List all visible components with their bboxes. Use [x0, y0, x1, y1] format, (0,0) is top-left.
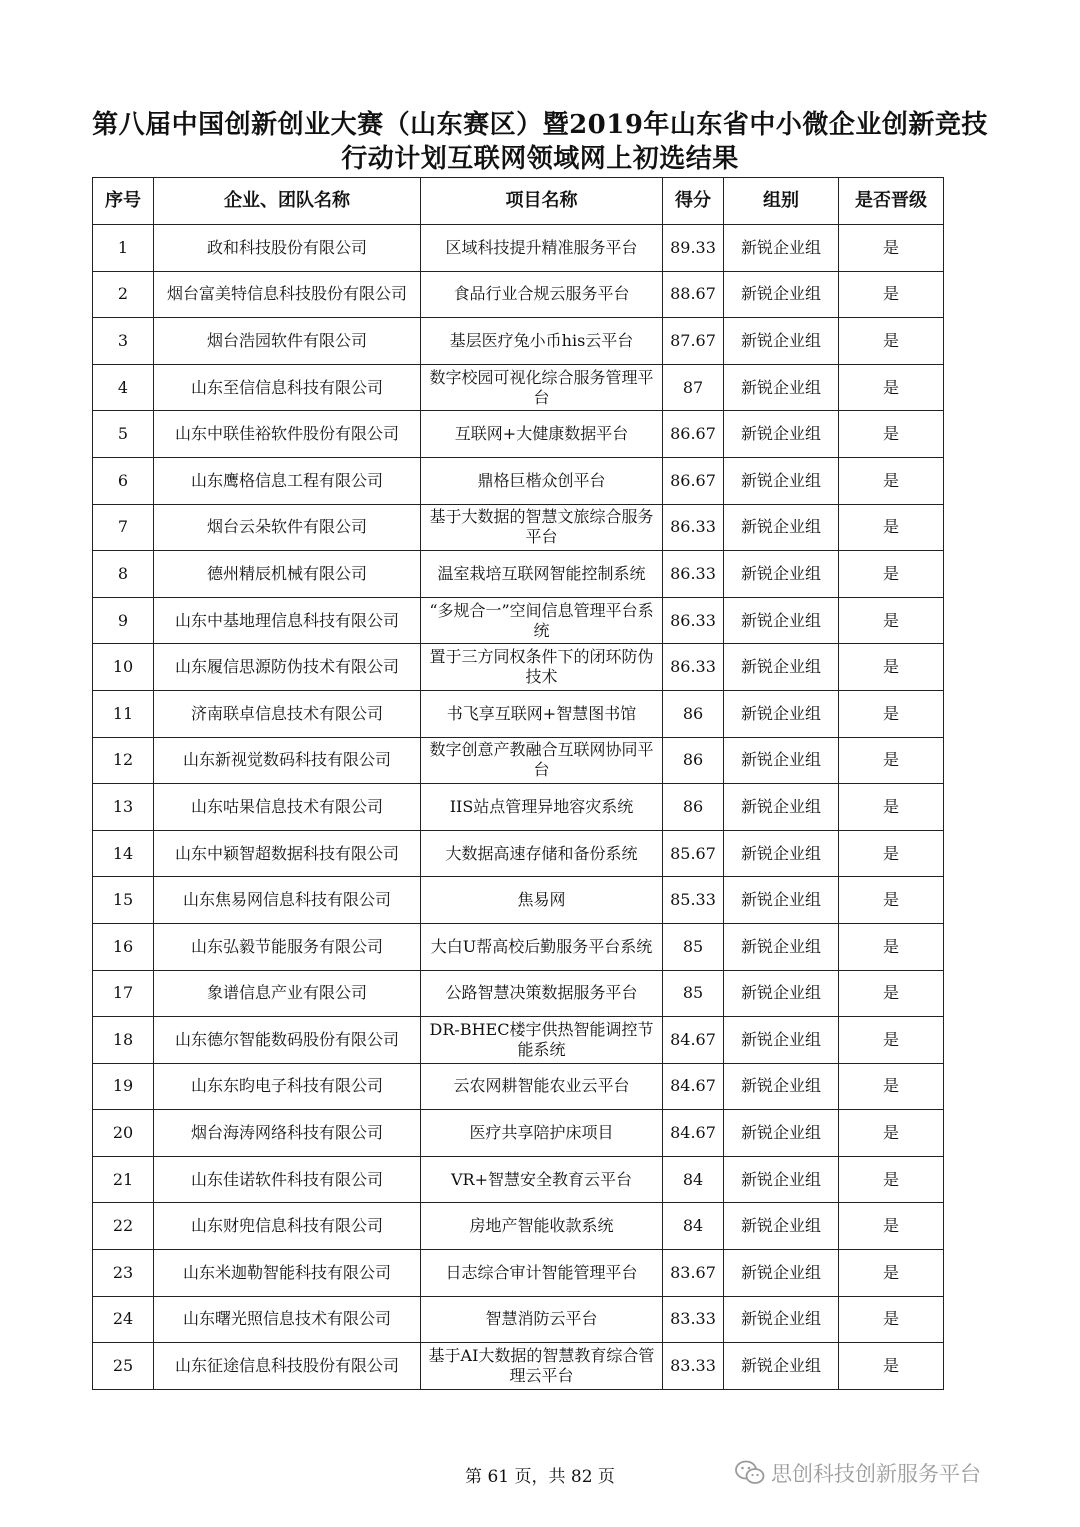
cell-index: 20: [93, 1110, 154, 1157]
cell-score: 86: [663, 690, 724, 737]
cell-project: 温室栽培互联网智能控制系统: [421, 551, 663, 598]
cell-score: 83.67: [663, 1250, 724, 1297]
cell-project: 大数据高速存储和备份系统: [421, 830, 663, 877]
cell-group: 新锐企业组: [724, 1250, 839, 1297]
cell-score: 86.33: [663, 504, 724, 551]
cell-company: 山东新视觉数码科技有限公司: [154, 737, 421, 784]
cell-company: 政和科技股份有限公司: [154, 225, 421, 272]
cell-project: 基于AI大数据的智慧教育综合管理云平台: [421, 1343, 663, 1390]
table-row: [93, 923, 944, 970]
table-row: [93, 737, 944, 784]
cell-company: 山东德尔智能数码股份有限公司: [154, 1017, 421, 1064]
cell-project: 鼎格巨楷众创平台: [421, 457, 663, 504]
cell-project: 公路智慧决策数据服务平台: [421, 970, 663, 1017]
cell-index: 11: [93, 690, 154, 737]
table-row: [93, 1017, 944, 1064]
cell-advance: 是: [839, 1063, 944, 1110]
cell-advance: 是: [839, 1343, 944, 1390]
cell-score: 87: [663, 364, 724, 411]
cell-advance: 是: [839, 1250, 944, 1297]
cell-index: 18: [93, 1017, 154, 1064]
cell-group: 新锐企业组: [724, 597, 839, 644]
cell-index: 22: [93, 1203, 154, 1250]
cell-group: 新锐企业组: [724, 318, 839, 365]
cell-company: 山东履信思源防伪技术有限公司: [154, 644, 421, 691]
table-row: [93, 271, 944, 318]
table-row: [93, 1203, 944, 1250]
cell-project: “多规合一”空间信息管理平台系统: [421, 597, 663, 644]
table-row: [93, 457, 944, 504]
cell-project: 焦易网: [421, 877, 663, 924]
cell-advance: 是: [839, 644, 944, 691]
header-index: 序号: [93, 178, 154, 225]
cell-index: 9: [93, 597, 154, 644]
table-row: [93, 411, 944, 458]
cell-index: 1: [93, 225, 154, 272]
cell-group: 新锐企业组: [724, 364, 839, 411]
cell-score: 84.67: [663, 1110, 724, 1157]
header-score: 得分: [663, 178, 724, 225]
cell-company: 山东东昀电子科技有限公司: [154, 1063, 421, 1110]
cell-advance: 是: [839, 784, 944, 831]
cell-company: 山东征途信息科技股份有限公司: [154, 1343, 421, 1390]
table-row: [93, 830, 944, 877]
cell-index: 6: [93, 457, 154, 504]
cell-project: DR-BHEC楼宇供热智能调控节能系统: [421, 1017, 663, 1064]
cell-score: 86.67: [663, 457, 724, 504]
cell-score: 89.33: [663, 225, 724, 272]
cell-group: 新锐企业组: [724, 1296, 839, 1343]
cell-score: 85: [663, 923, 724, 970]
cell-advance: 是: [839, 364, 944, 411]
cell-index: 25: [93, 1343, 154, 1390]
cell-project: 医疗共享陪护床项目: [421, 1110, 663, 1157]
table-row: [93, 1250, 944, 1297]
cell-advance: 是: [839, 1203, 944, 1250]
cell-advance: 是: [839, 271, 944, 318]
cell-advance: 是: [839, 1110, 944, 1157]
cell-project: 日志综合审计智能管理平台: [421, 1250, 663, 1297]
header-project: 项目名称: [421, 178, 663, 225]
table-row: [93, 1343, 944, 1390]
cell-company: 山东中颖智超数据科技有限公司: [154, 830, 421, 877]
cell-project: 云农网耕智能农业云平台: [421, 1063, 663, 1110]
cell-score: 84.67: [663, 1063, 724, 1110]
cell-advance: 是: [839, 318, 944, 365]
table-row: [93, 1110, 944, 1157]
cell-project: 基于大数据的智慧文旅综合服务平台: [421, 504, 663, 551]
cell-company: 山东咕果信息技术有限公司: [154, 784, 421, 831]
cell-project: 房地产智能收款系统: [421, 1203, 663, 1250]
cell-company: 山东弘毅节能服务有限公司: [154, 923, 421, 970]
document-title: [0, 108, 1080, 176]
cell-index: 5: [93, 411, 154, 458]
table-body: [93, 225, 944, 1390]
cell-company: 山东中基地理信息科技有限公司: [154, 597, 421, 644]
cell-advance: 是: [839, 690, 944, 737]
cell-advance: 是: [839, 830, 944, 877]
cell-project: 书飞享互联网+智慧图书馆: [421, 690, 663, 737]
cell-index: 19: [93, 1063, 154, 1110]
cell-company: 烟台富美特信息科技股份有限公司: [154, 271, 421, 318]
cell-score: 86.67: [663, 411, 724, 458]
cell-score: 83.33: [663, 1296, 724, 1343]
cell-group: 新锐企业组: [724, 877, 839, 924]
cell-group: 新锐企业组: [724, 1017, 839, 1064]
title-line-2: 行动计划互联网领域网上初选结果: [341, 144, 739, 174]
cell-project: IIS站点管理异地容灾系统: [421, 784, 663, 831]
wechat-icon: [735, 1460, 765, 1486]
table-row: [93, 364, 944, 411]
cell-index: 23: [93, 1250, 154, 1297]
cell-company: 山东佳诺软件科技有限公司: [154, 1156, 421, 1203]
cell-index: 3: [93, 318, 154, 365]
cell-project: VR+智慧安全教育云平台: [421, 1156, 663, 1203]
cell-advance: 是: [839, 597, 944, 644]
table-row: [93, 877, 944, 924]
cell-advance: 是: [839, 1156, 944, 1203]
table-row: [93, 318, 944, 365]
cell-score: 86.33: [663, 551, 724, 598]
cell-group: 新锐企业组: [724, 1343, 839, 1390]
cell-group: 新锐企业组: [724, 690, 839, 737]
cell-company: 山东中联佳裕软件股份有限公司: [154, 411, 421, 458]
cell-advance: 是: [839, 504, 944, 551]
title-line-1: 第八届中国创新创业大赛（山东赛区）暨2019年山东省中小微企业创新竞技: [92, 110, 988, 140]
cell-company: 山东鹰格信息工程有限公司: [154, 457, 421, 504]
cell-index: 8: [93, 551, 154, 598]
cell-index: 21: [93, 1156, 154, 1203]
header-company: 企业、团队名称: [154, 178, 421, 225]
cell-score: 84.67: [663, 1017, 724, 1064]
cell-score: 85: [663, 970, 724, 1017]
cell-company: 山东曙光照信息技术有限公司: [154, 1296, 421, 1343]
results-table: [92, 177, 944, 1390]
cell-group: 新锐企业组: [724, 830, 839, 877]
cell-group: 新锐企业组: [724, 644, 839, 691]
cell-company: 烟台云朵软件有限公司: [154, 504, 421, 551]
cell-group: 新锐企业组: [724, 551, 839, 598]
cell-score: 86.33: [663, 597, 724, 644]
cell-advance: 是: [839, 877, 944, 924]
cell-group: 新锐企业组: [724, 225, 839, 272]
cell-project: 基层医疗兔小币his云平台: [421, 318, 663, 365]
cell-advance: 是: [839, 737, 944, 784]
table-row: [93, 1063, 944, 1110]
cell-index: 10: [93, 644, 154, 691]
cell-project: 区域科技提升精准服务平台: [421, 225, 663, 272]
cell-project: 大白U帮高校后勤服务平台系统: [421, 923, 663, 970]
cell-index: 4: [93, 364, 154, 411]
cell-group: 新锐企业组: [724, 271, 839, 318]
cell-index: 16: [93, 923, 154, 970]
table-row: [93, 970, 944, 1017]
watermark: [735, 1458, 981, 1488]
cell-index: 7: [93, 504, 154, 551]
cell-score: 86.33: [663, 644, 724, 691]
table-row: [93, 597, 944, 644]
cell-score: 86: [663, 784, 724, 831]
cell-group: 新锐企业组: [724, 784, 839, 831]
cell-index: 14: [93, 830, 154, 877]
cell-score: 85.67: [663, 830, 724, 877]
cell-project: 置于三方同权条件下的闭环防伪技术: [421, 644, 663, 691]
cell-group: 新锐企业组: [724, 1063, 839, 1110]
cell-advance: 是: [839, 411, 944, 458]
cell-advance: 是: [839, 551, 944, 598]
cell-index: 24: [93, 1296, 154, 1343]
cell-company: 德州精辰机械有限公司: [154, 551, 421, 598]
table-row: [93, 1156, 944, 1203]
cell-score: 86: [663, 737, 724, 784]
cell-group: 新锐企业组: [724, 457, 839, 504]
cell-group: 新锐企业组: [724, 1110, 839, 1157]
cell-index: 12: [93, 737, 154, 784]
cell-index: 2: [93, 271, 154, 318]
table-row: [93, 690, 944, 737]
cell-score: 88.67: [663, 271, 724, 318]
cell-score: 84: [663, 1203, 724, 1250]
cell-advance: 是: [839, 1296, 944, 1343]
page-number: 第 61 页，共 82 页: [465, 1467, 615, 1487]
cell-advance: 是: [839, 225, 944, 272]
cell-advance: 是: [839, 457, 944, 504]
cell-index: 17: [93, 970, 154, 1017]
cell-advance: 是: [839, 923, 944, 970]
cell-score: 85.33: [663, 877, 724, 924]
cell-group: 新锐企业组: [724, 411, 839, 458]
cell-index: 15: [93, 877, 154, 924]
watermark-text: 思创科技创新服务平台: [771, 1462, 981, 1486]
table-row: [93, 225, 944, 272]
cell-project: 数字创意产教融合互联网协同平台: [421, 737, 663, 784]
cell-advance: 是: [839, 1017, 944, 1064]
cell-score: 87.67: [663, 318, 724, 365]
cell-company: 山东焦易网信息科技有限公司: [154, 877, 421, 924]
table-row: [93, 784, 944, 831]
cell-group: 新锐企业组: [724, 970, 839, 1017]
cell-group: 新锐企业组: [724, 1203, 839, 1250]
cell-company: 山东至信信息科技有限公司: [154, 364, 421, 411]
cell-score: 83.33: [663, 1343, 724, 1390]
cell-company: 烟台海涛网络科技有限公司: [154, 1110, 421, 1157]
table-header-row: [93, 178, 944, 225]
table-row: [93, 644, 944, 691]
cell-project: 互联网+大健康数据平台: [421, 411, 663, 458]
cell-score: 84: [663, 1156, 724, 1203]
cell-group: 新锐企业组: [724, 923, 839, 970]
table-row: [93, 1296, 944, 1343]
cell-project: 数字校园可视化综合服务管理平台: [421, 364, 663, 411]
cell-project: 智慧消防云平台: [421, 1296, 663, 1343]
cell-group: 新锐企业组: [724, 504, 839, 551]
cell-company: 烟台浩园软件有限公司: [154, 318, 421, 365]
table-row: [93, 504, 944, 551]
cell-advance: 是: [839, 970, 944, 1017]
cell-group: 新锐企业组: [724, 737, 839, 784]
header-group: 组别: [724, 178, 839, 225]
cell-company: 象谱信息产业有限公司: [154, 970, 421, 1017]
cell-company: 山东米迦勒智能科技有限公司: [154, 1250, 421, 1297]
cell-group: 新锐企业组: [724, 1156, 839, 1203]
cell-company: 山东财兜信息科技有限公司: [154, 1203, 421, 1250]
cell-company: 济南联卓信息技术有限公司: [154, 690, 421, 737]
table-row: [93, 551, 944, 598]
header-advance: 是否晋级: [839, 178, 944, 225]
cell-project: 食品行业合规云服务平台: [421, 271, 663, 318]
cell-index: 13: [93, 784, 154, 831]
